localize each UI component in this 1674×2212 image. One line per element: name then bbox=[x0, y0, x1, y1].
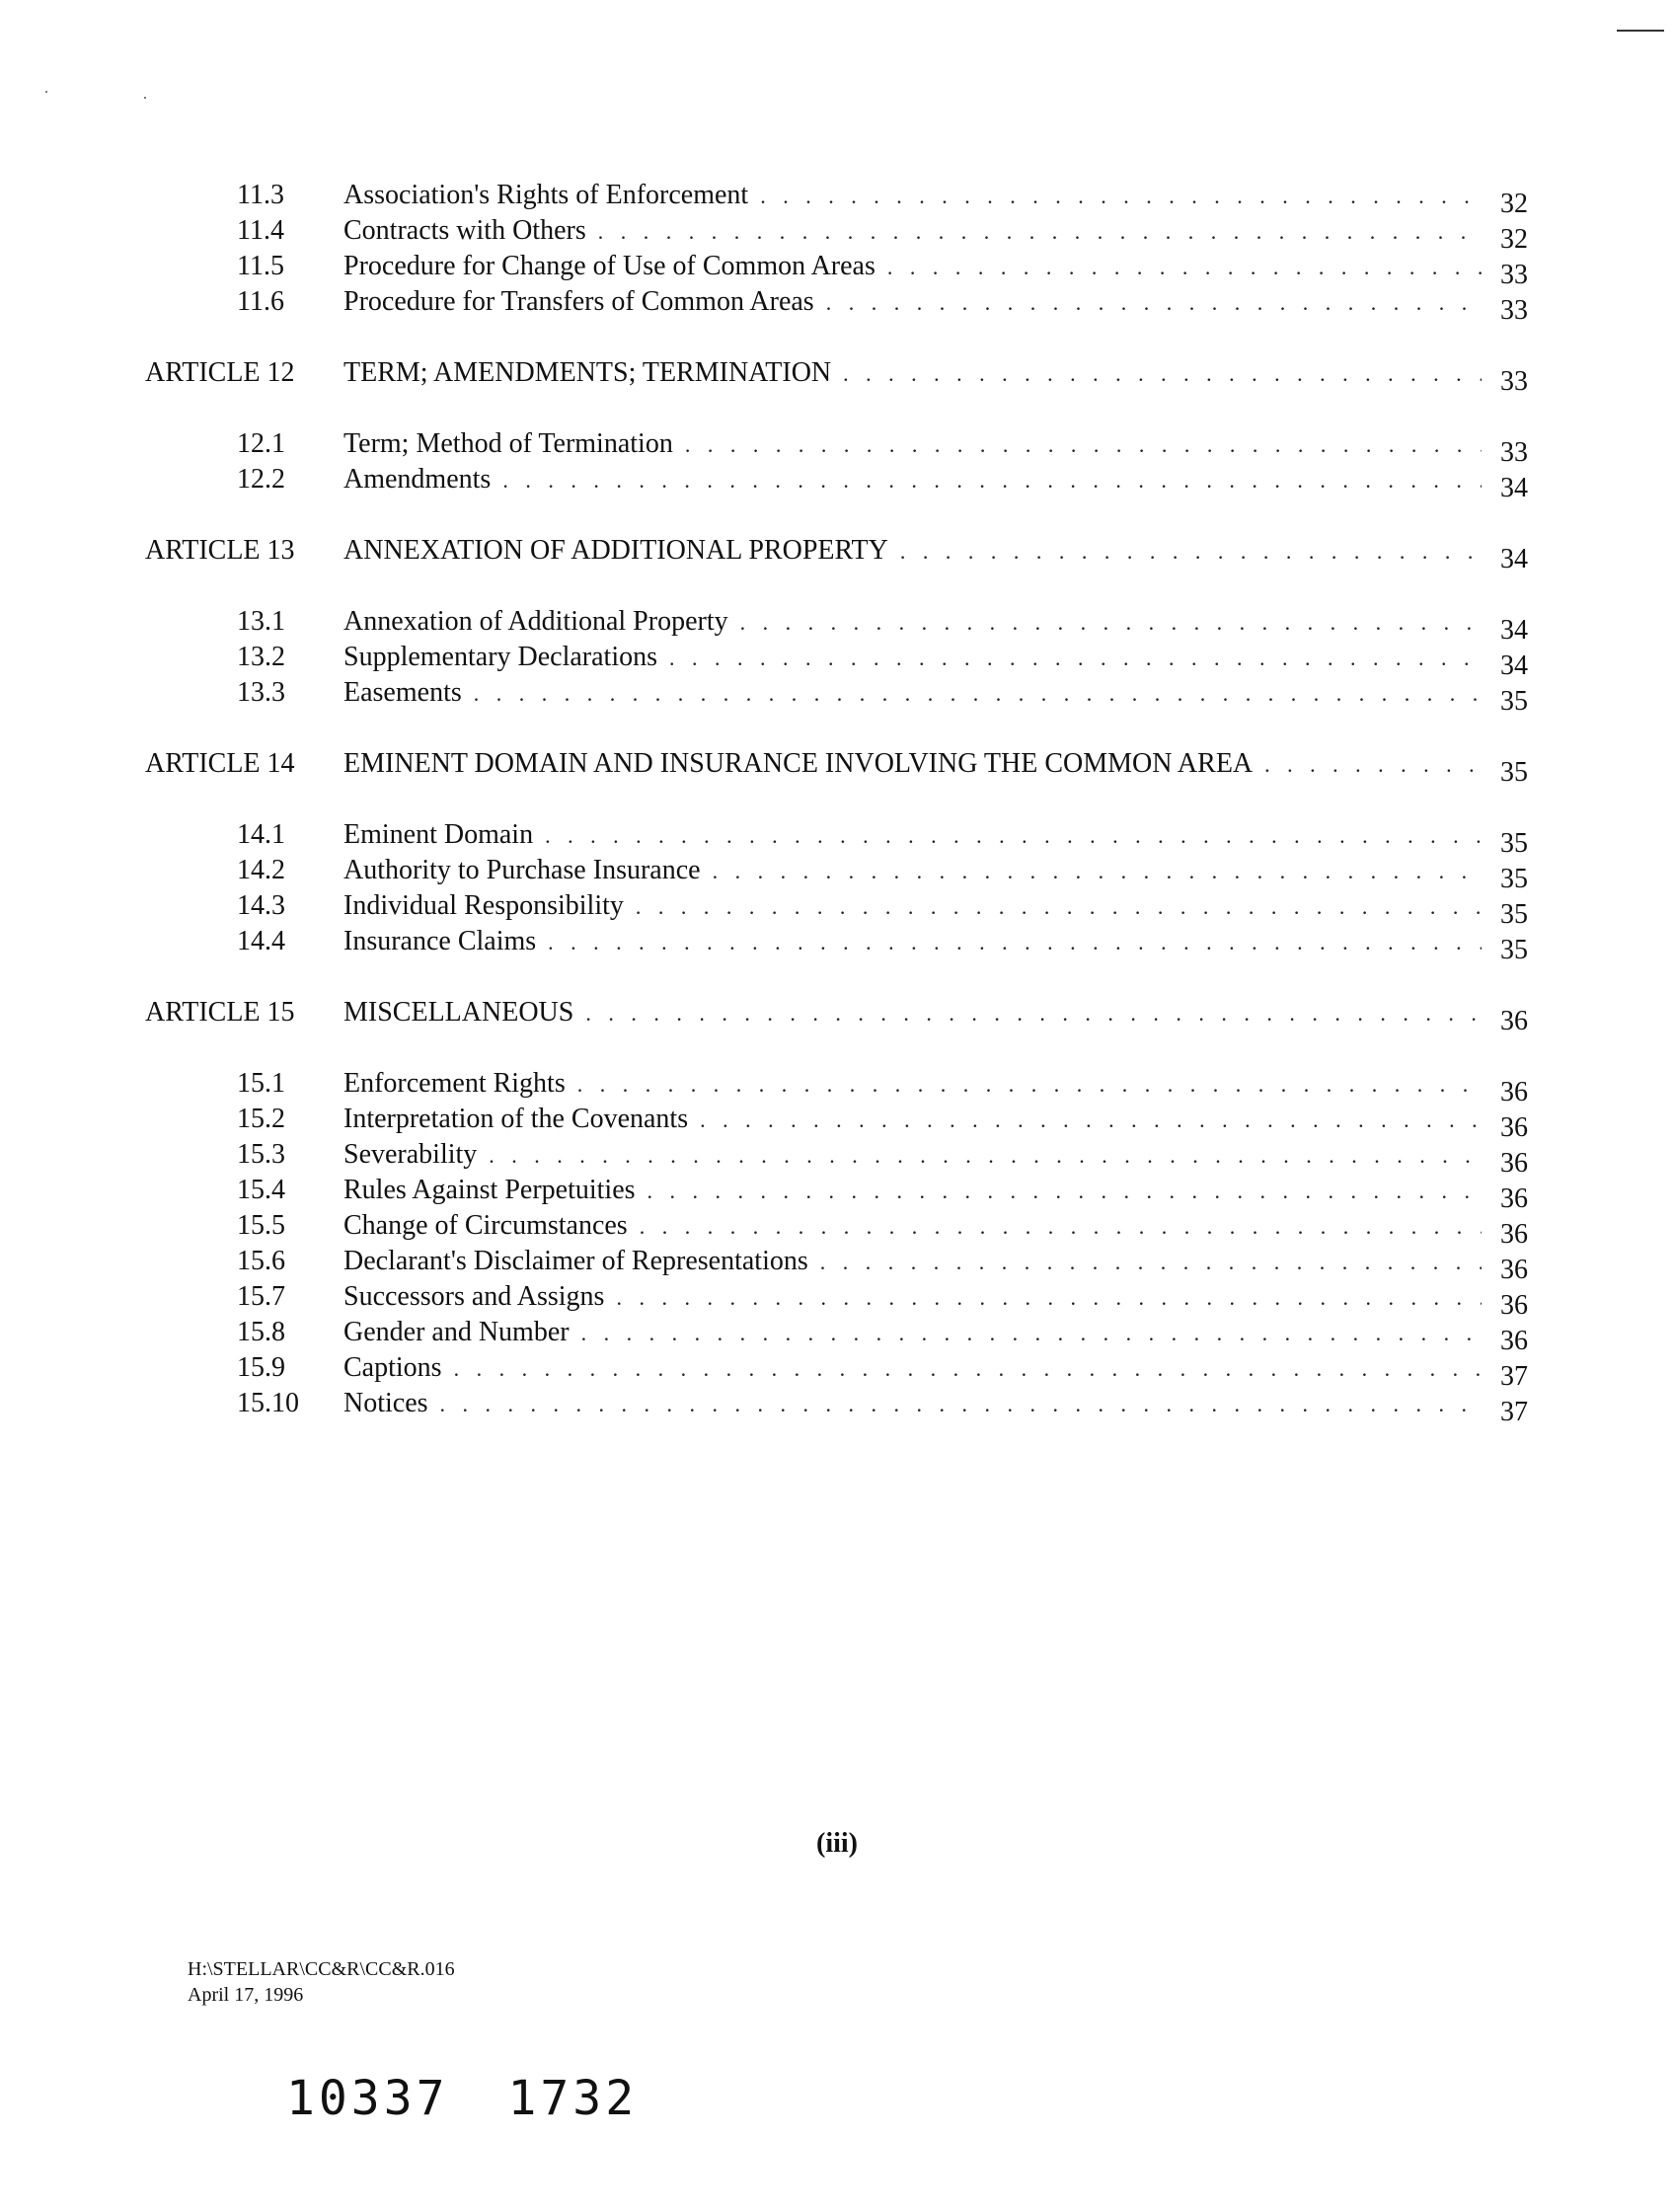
toc-article-row bbox=[0, 995, 1674, 1036]
section-number: 11.4 bbox=[237, 215, 284, 246]
page-reference: 34 bbox=[1500, 615, 1528, 646]
section-title: Amendments bbox=[343, 462, 502, 497]
toc-entry-line bbox=[343, 1244, 1482, 1280]
section-number: 15.6 bbox=[237, 1246, 285, 1276]
article-title: MISCELLANEOUS bbox=[343, 995, 585, 1030]
page-reference: 36 bbox=[1500, 1255, 1528, 1285]
dot-leader bbox=[598, 214, 1482, 250]
section-number: 13.1 bbox=[237, 606, 285, 637]
section-number: 15.5 bbox=[237, 1210, 285, 1241]
dot-leader bbox=[616, 1280, 1482, 1316]
dot-leader bbox=[740, 605, 1482, 641]
corner-mark bbox=[1617, 30, 1664, 32]
section-title: Term; Method of Termination bbox=[343, 426, 685, 462]
page-reference: 34 bbox=[1500, 473, 1528, 503]
toc-section-row bbox=[0, 640, 1674, 681]
toc-section-row bbox=[0, 1386, 1674, 1427]
toc-section-row bbox=[0, 1102, 1674, 1143]
toc-entry-line bbox=[343, 888, 1482, 925]
section-title: Easements bbox=[343, 675, 474, 711]
article-title: EMINENT DOMAIN AND INSURANCE INVOLVING THE COMMON AREA bbox=[343, 746, 1264, 782]
section-number: 13.2 bbox=[237, 642, 285, 672]
toc-entry-line bbox=[343, 1173, 1482, 1209]
toc-entry-line bbox=[343, 1137, 1482, 1174]
section-title: Rules Against Perpetuities bbox=[343, 1173, 647, 1208]
dot-leader bbox=[454, 1351, 1482, 1387]
toc-entry-line bbox=[343, 284, 1482, 321]
dot-leader bbox=[440, 1387, 1482, 1422]
section-number: 14.1 bbox=[237, 819, 285, 850]
page-reference: 37 bbox=[1500, 1361, 1528, 1392]
toc-entry-line bbox=[343, 462, 1482, 498]
section-number: 15.10 bbox=[237, 1388, 299, 1418]
page-reference: 35 bbox=[1500, 899, 1528, 930]
dot-leader bbox=[585, 996, 1482, 1031]
toc-section-row bbox=[0, 1066, 1674, 1107]
page-reference: 35 bbox=[1500, 757, 1528, 788]
section-title: Captions bbox=[343, 1350, 454, 1386]
dot-leader bbox=[713, 854, 1482, 889]
dot-leader bbox=[581, 1316, 1482, 1351]
toc-entry-line bbox=[343, 1102, 1482, 1138]
page-reference: 35 bbox=[1500, 828, 1528, 859]
article-number: ARTICLE 12 bbox=[145, 357, 295, 388]
page-reference: 33 bbox=[1500, 260, 1528, 290]
dot-leader bbox=[669, 641, 1482, 676]
page-reference: 33 bbox=[1500, 366, 1528, 397]
toc-section-row bbox=[0, 213, 1674, 255]
page-reference: 34 bbox=[1500, 650, 1528, 681]
toc-section-row bbox=[0, 426, 1674, 468]
page-reference: 36 bbox=[1500, 1183, 1528, 1214]
toc-section-row bbox=[0, 853, 1674, 894]
toc-entry-line bbox=[343, 249, 1482, 285]
section-title: Gender and Number bbox=[343, 1315, 581, 1350]
page-reference: 32 bbox=[1500, 189, 1528, 219]
stamp-page-number: 1732 bbox=[507, 2071, 639, 2126]
toc-article-row bbox=[0, 533, 1674, 574]
toc-entry-line bbox=[343, 1208, 1482, 1245]
toc-entry-line bbox=[343, 1315, 1482, 1351]
toc-entry-line bbox=[343, 924, 1482, 960]
dot-leader bbox=[900, 534, 1482, 570]
dot-leader bbox=[647, 1174, 1482, 1209]
dot-leader bbox=[502, 463, 1482, 498]
stamp-book-number: 10337 bbox=[286, 2071, 449, 2126]
article-title: ANNEXATION OF ADDITIONAL PROPERTY bbox=[343, 533, 900, 569]
section-number: 15.3 bbox=[237, 1139, 285, 1170]
section-number: 15.7 bbox=[237, 1281, 285, 1312]
toc-entry-line bbox=[343, 1350, 1482, 1387]
page-reference: 36 bbox=[1500, 1219, 1528, 1250]
toc-entry-line bbox=[343, 746, 1482, 783]
toc-section-row bbox=[0, 1137, 1674, 1179]
section-number: 14.2 bbox=[237, 855, 285, 885]
document-footer bbox=[188, 1956, 455, 2008]
section-title: Insurance Claims bbox=[343, 924, 548, 959]
dot-leader bbox=[685, 427, 1482, 463]
page-reference: 37 bbox=[1500, 1397, 1528, 1427]
toc-entry-line bbox=[343, 1279, 1482, 1316]
section-number: 15.8 bbox=[237, 1317, 285, 1347]
toc-section-row bbox=[0, 1173, 1674, 1214]
page-reference: 36 bbox=[1500, 1112, 1528, 1143]
file-path: H:\STELLAR\CC&R\CC&R.016 bbox=[188, 1958, 455, 1980]
dot-leader bbox=[760, 179, 1482, 214]
page-number-label: (iii) bbox=[816, 1828, 858, 1859]
section-title: Severability bbox=[343, 1137, 489, 1173]
section-title: Notices bbox=[343, 1386, 440, 1421]
page-reference: 36 bbox=[1500, 1290, 1528, 1321]
toc-entry-line bbox=[343, 817, 1482, 854]
section-title: Procedure for Transfers of Common Areas bbox=[343, 284, 826, 320]
article-number: ARTICLE 15 bbox=[145, 997, 295, 1028]
scan-speck bbox=[144, 97, 146, 99]
section-title: Annexation of Additional Property bbox=[343, 604, 740, 640]
section-title: Declarant's Disclaimer of Representations bbox=[343, 1244, 820, 1279]
toc-entry-line bbox=[343, 640, 1482, 676]
dot-leader bbox=[548, 925, 1482, 960]
dot-leader bbox=[489, 1138, 1482, 1174]
page-reference: 35 bbox=[1500, 686, 1528, 717]
page-reference: 32 bbox=[1500, 224, 1528, 255]
toc-entry-line bbox=[343, 675, 1482, 712]
page-reference: 36 bbox=[1500, 1077, 1528, 1107]
page-reference: 36 bbox=[1500, 1326, 1528, 1356]
section-number: 14.4 bbox=[237, 926, 285, 956]
section-title: Eminent Domain bbox=[343, 817, 545, 853]
toc-section-row bbox=[0, 888, 1674, 930]
section-title: Change of Circumstances bbox=[343, 1208, 640, 1244]
toc-entry-line bbox=[343, 1066, 1482, 1103]
toc-section-row bbox=[0, 604, 1674, 646]
article-title: TERM; AMENDMENTS; TERMINATION bbox=[343, 355, 843, 391]
toc-entry-line bbox=[343, 853, 1482, 889]
recording-stamp bbox=[286, 2071, 638, 2126]
toc-section-row bbox=[0, 1315, 1674, 1356]
article-number: ARTICLE 14 bbox=[145, 748, 295, 779]
section-number: 13.3 bbox=[237, 677, 285, 708]
toc-article-row bbox=[0, 746, 1674, 788]
article-number: ARTICLE 13 bbox=[145, 535, 295, 566]
section-title: Individual Responsibility bbox=[343, 888, 636, 924]
section-number: 11.3 bbox=[237, 180, 284, 210]
section-number: 15.9 bbox=[237, 1352, 285, 1383]
toc-section-row bbox=[0, 817, 1674, 859]
section-title: Association's Rights of Enforcement bbox=[343, 178, 760, 213]
section-number: 14.3 bbox=[237, 890, 285, 921]
page-reference: 34 bbox=[1500, 544, 1528, 574]
toc-section-row bbox=[0, 1208, 1674, 1250]
section-title: Interpretation of the Covenants bbox=[343, 1102, 700, 1137]
toc-entry-line bbox=[343, 995, 1482, 1031]
dot-leader bbox=[577, 1067, 1482, 1103]
section-title: Procedure for Change of Use of Common Areas bbox=[343, 249, 887, 284]
section-number: 15.1 bbox=[237, 1068, 285, 1099]
section-title: Successors and Assigns bbox=[343, 1279, 616, 1315]
dot-leader bbox=[820, 1245, 1482, 1280]
section-title: Supplementary Declarations bbox=[343, 640, 669, 675]
section-title: Authority to Purchase Insurance bbox=[343, 853, 713, 888]
page-reference: 33 bbox=[1500, 437, 1528, 468]
toc-entry-line bbox=[343, 533, 1482, 570]
toc-section-row bbox=[0, 675, 1674, 717]
page-reference: 35 bbox=[1500, 935, 1528, 965]
toc-section-row bbox=[0, 284, 1674, 326]
dot-leader bbox=[636, 889, 1482, 925]
dot-leader bbox=[843, 356, 1482, 392]
toc-entry-line bbox=[343, 604, 1482, 641]
section-number: 15.2 bbox=[237, 1104, 285, 1134]
page-reference: 36 bbox=[1500, 1006, 1528, 1036]
dot-leader bbox=[545, 818, 1482, 854]
page-reference: 33 bbox=[1500, 295, 1528, 326]
toc-section-row bbox=[0, 249, 1674, 290]
toc-section-row bbox=[0, 924, 1674, 965]
toc-section-row bbox=[0, 178, 1674, 219]
dot-leader bbox=[640, 1209, 1482, 1245]
page-reference: 35 bbox=[1500, 864, 1528, 894]
section-number: 12.1 bbox=[237, 428, 285, 459]
toc-entry-line bbox=[343, 1386, 1482, 1422]
section-number: 11.5 bbox=[237, 251, 284, 281]
toc-section-row bbox=[0, 1279, 1674, 1321]
section-number: 15.4 bbox=[237, 1175, 285, 1205]
document-date: April 17, 1996 bbox=[188, 1984, 304, 2006]
toc-entry-line bbox=[343, 213, 1482, 250]
toc-article-row bbox=[0, 355, 1674, 397]
toc-entry-line bbox=[343, 426, 1482, 463]
toc-section-row bbox=[0, 1350, 1674, 1392]
dot-leader bbox=[474, 676, 1482, 712]
section-number: 11.6 bbox=[237, 286, 284, 317]
scan-speck bbox=[45, 91, 47, 93]
section-number: 12.2 bbox=[237, 464, 285, 495]
section-title: Enforcement Rights bbox=[343, 1066, 577, 1102]
toc-section-row bbox=[0, 1244, 1674, 1285]
page-reference: 36 bbox=[1500, 1148, 1528, 1179]
dot-leader bbox=[887, 250, 1482, 285]
section-title: Contracts with Others bbox=[343, 213, 598, 249]
dot-leader bbox=[826, 285, 1482, 321]
dot-leader bbox=[700, 1103, 1482, 1138]
toc-section-row bbox=[0, 462, 1674, 503]
toc-entry-line bbox=[343, 355, 1482, 392]
dot-leader bbox=[1264, 747, 1482, 783]
table-of-contents bbox=[0, 178, 1674, 1427]
toc-entry-line bbox=[343, 178, 1482, 214]
